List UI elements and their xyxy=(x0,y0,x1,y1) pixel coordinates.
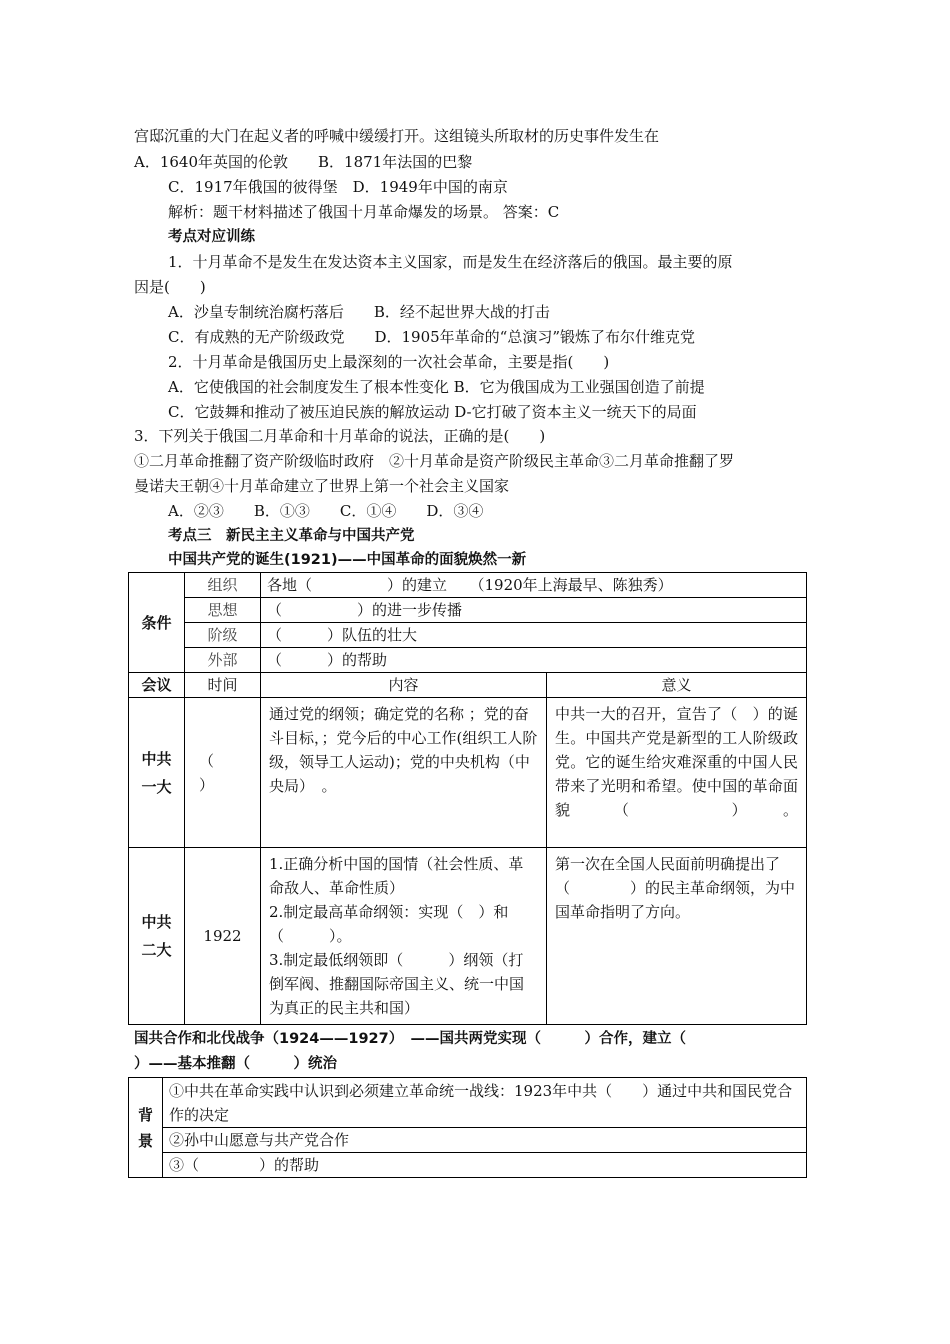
condition-key: 外部 xyxy=(185,648,261,673)
condition-key: 思想 xyxy=(185,598,261,623)
condition-value: （ ）的帮助 xyxy=(261,648,807,673)
condition-key: 阶级 xyxy=(185,623,261,648)
background-table xyxy=(128,1077,807,1178)
header-time: 时间 xyxy=(185,673,261,698)
practice-heading: 考点对应训练 xyxy=(168,229,255,245)
cpc1-time-open: （ xyxy=(199,751,215,770)
cpc1-content: 通过党的纲领；确定党的名称 ；党的奋斗目标，；党今后的中心工作(组织工人阶级，领导工人运动)；党的中央机构（中央局） 。 xyxy=(261,698,547,848)
background-label: 背景 xyxy=(129,1078,163,1178)
question-3-statements-1: ①二月革命推翻了资产阶级临时政府 ②十月革命是资产阶级民主革命③二月革命推翻了罗 xyxy=(134,452,735,470)
cpc1-time-close: ） xyxy=(199,775,215,794)
question-1-options-ab: A．沙皇专制统治腐朽落后 B．经不起世界大战的打击 xyxy=(168,303,550,321)
cpc2-content-item: 3.制定最低纲领即（ ）纲领（打倒军阀、推翻国际帝国主义、统一中国为真正的民主共和国） xyxy=(269,951,525,1017)
cpc2-meaning: 第一次在全国人民面前明确提出了（ ）的民主革命纲领，为中国革命指明了方向。 xyxy=(547,848,807,1025)
background-item-1: ①中共在革命实践中认识到必须建立革命统一战线：1923年中共（ ）通过中共和国民党合作的决定 xyxy=(163,1078,807,1128)
question-2: 2．十月革命是俄国历史上最深刻的一次社会革命，主要是指( ) xyxy=(168,353,610,371)
section-4-line-2: ）——基本推翻（ ）统治 xyxy=(134,1056,337,1072)
question-1-options-cd: C．有成熟的无产阶级政党 D．1905年革命的“总演习”锻炼了布尔什维克党 xyxy=(168,328,696,346)
question-2-options-cd: C．它鼓舞和推动了被压迫民族的解放运动 D-它打破了资本主义一统天下的局面 xyxy=(168,403,697,421)
header-content: 内容 xyxy=(261,673,547,698)
cpc2-content-item: 2.制定最高革命纲领：实现（ ）和（ ）。 xyxy=(269,903,509,945)
background-item-3: ③（ ）的帮助 xyxy=(163,1153,807,1178)
cpc-founding-table xyxy=(128,572,807,1025)
header-meaning: 意义 xyxy=(547,673,807,698)
option-cd: C．1917年俄国的彼得堡 D．1949年中国的南京 xyxy=(168,178,508,196)
cpc1-meaning: 中共一大的召开，宣告了（ ）的诞生。中国共产党是新型的工人阶级政党。它的诞生给灾难深重的中国人民带来了光明和希望。使中国的革命面貌（ ）。 xyxy=(547,698,807,848)
condition-value: （ ）的进一步传播 xyxy=(261,598,807,623)
question-3: 3．下列关于俄国二月革命和十月革命的说法，正确的是( ) xyxy=(134,427,546,445)
cpc1-time xyxy=(185,698,261,848)
cpc2-name: 中共二大 xyxy=(129,848,185,1025)
question-1-line-2: 因是( ) xyxy=(134,278,206,296)
header-meeting: 会议 xyxy=(129,673,185,698)
question-1-line-1: 1．十月革命不是发生在发达资本主义国家，而是发生在经济落后的俄国。最主要的原 xyxy=(168,253,733,271)
section-3-heading: 考点三 新民主主义革命与中国共产党 xyxy=(168,528,415,544)
section-4-line-1: 国共合作和北伐战争（1924——1927） ——国共两党实现（ ）合作，建立（ xyxy=(134,1031,686,1047)
option-ab: A．1640年英国的伦敦 B．1871年法国的巴黎 xyxy=(134,153,473,171)
conditions-label: 条件 xyxy=(129,573,185,673)
cpc1-name: 中共一大 xyxy=(129,698,185,848)
analysis: 解析：题干材料描述了俄国十月革命爆发的场景。 答案：C xyxy=(168,203,560,221)
background-item-2: ②孙中山愿意与共产党合作 xyxy=(163,1128,807,1153)
question-3-statements-2: 曼诺夫王朝④十月革命建立了世界上第一个社会主义国家 xyxy=(134,477,510,495)
cpc2-content-item: 1.正确分析中国的国情（社会性质、革命敌人、革命性质） xyxy=(269,855,524,897)
intro-line: 宫邸沉重的大门在起义者的呼喊中缓缓打开。这组镜头所取材的历史事件发生在 xyxy=(134,127,660,145)
question-2-options-ab: A．它使俄国的社会制度发生了根本性变化 B．它为俄国成为工业强国创造了前提 xyxy=(168,378,705,396)
condition-value: 各地（ ）的建立 （1920年上海最早、陈独秀） xyxy=(261,573,807,598)
section-3-subheading: 中国共产党的诞生(1921)——中国革命的面貌焕然一新 xyxy=(168,552,527,568)
condition-key: 组织 xyxy=(185,573,261,598)
cpc2-time: 1922 xyxy=(185,848,261,1025)
condition-value: （ ）队伍的壮大 xyxy=(261,623,807,648)
cpc2-content xyxy=(261,848,547,1025)
question-3-options: A．②③ B．①③ C．①④ D．③④ xyxy=(168,502,484,520)
